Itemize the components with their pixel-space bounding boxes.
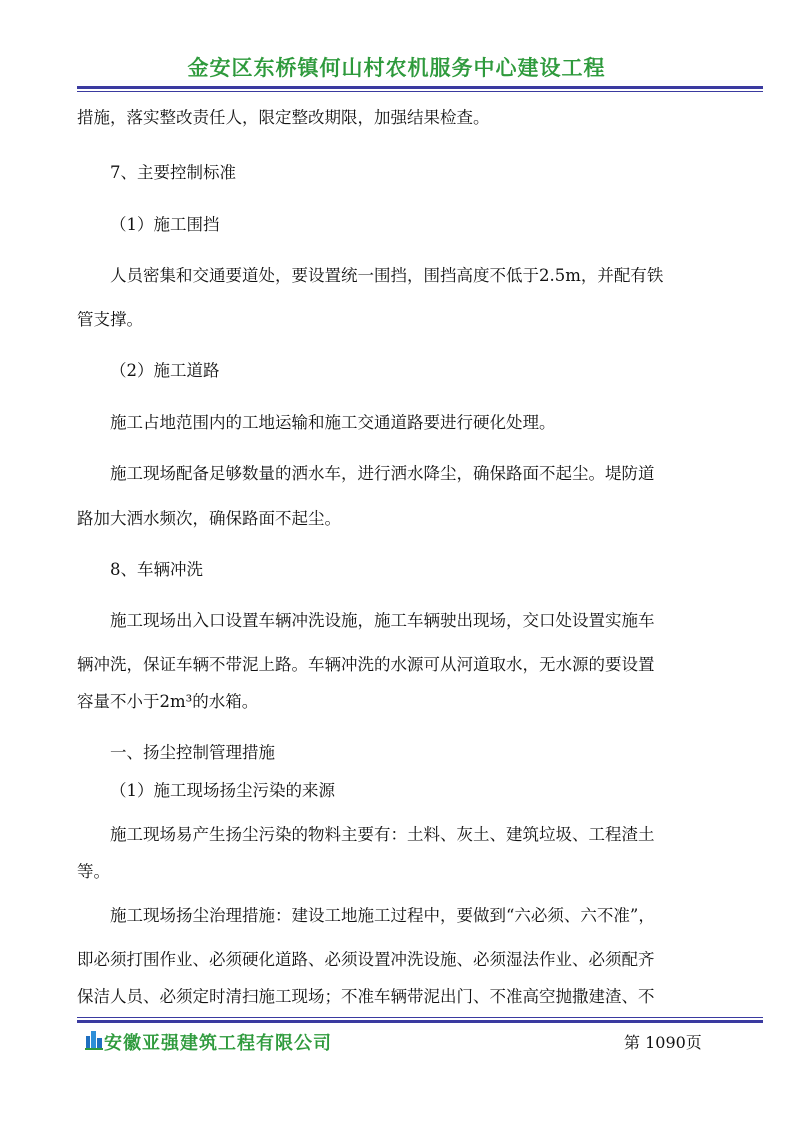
- header-rule-thin: [77, 91, 763, 92]
- subsection-heading: （1）施工围挡: [110, 215, 220, 234]
- footer-company: 安徽亚强建筑工程有限公司: [104, 1033, 332, 1054]
- header-rule-thick: [77, 86, 763, 89]
- subsection-heading: （1）施工现场扬尘污染的来源: [110, 781, 335, 800]
- footer-rule-thin: [77, 1017, 763, 1018]
- building-logo-icon: [85, 1028, 103, 1050]
- section-heading: 一、扬尘控制管理措施: [110, 743, 275, 762]
- body-line: 辆冲洗，保证车辆不带泥上路。车辆冲洗的水源可从河道取水，无水源的要设置: [77, 655, 655, 674]
- body-line: 路加大洒水频次，确保路面不起尘。: [77, 509, 341, 528]
- footer-rule-thick: [77, 1020, 763, 1023]
- body-line: 保洁人员、必须定时清扫施工现场；不准车辆带泥出门、不准高空抛撒建渣、不: [77, 987, 655, 1006]
- body-line: 施工现场扬尘治理措施：建设工地施工过程中，要做到“六必须、六不准”，: [110, 906, 655, 925]
- body-line: 施工现场配备足够数量的洒水车，进行洒水降尘，确保路面不起尘。堤防道: [110, 464, 655, 483]
- body-line: 容量不小于2m³的水箱。: [77, 692, 259, 711]
- body-line: 施工占地范围内的工地运输和施工交通道路要进行硬化处理。: [110, 413, 556, 432]
- section-heading: 7、主要控制标准: [110, 163, 236, 182]
- header-title: 金安区东桥镇何山村农机服务中心建设工程: [187, 56, 606, 80]
- subsection-heading: （2）施工道路: [110, 361, 220, 380]
- section-heading: 8、车辆冲洗: [110, 560, 203, 579]
- body-line: 措施，落实整改责任人，限定整改期限，加强结果检查。: [77, 108, 490, 127]
- body-line: 施工现场出入口设置车辆冲洗设施，施工车辆驶出现场，交口处设置实施车: [110, 611, 655, 630]
- page-number: 第 1090页: [624, 1033, 702, 1052]
- body-line: 人员密集和交通要道处，要设置统一围挡，围挡高度不低于2.5m，并配有铁: [110, 266, 664, 285]
- body-line: 管支撑。: [77, 310, 143, 329]
- body-line: 即必须打围作业、必须硬化道路、必须设置冲洗设施、必须湿法作业、必须配齐: [77, 950, 655, 969]
- body-line: 施工现场易产生扬尘污染的物料主要有：土料、灰土、建筑垃圾、工程渣土: [110, 825, 655, 844]
- body-line: 等。: [77, 862, 110, 881]
